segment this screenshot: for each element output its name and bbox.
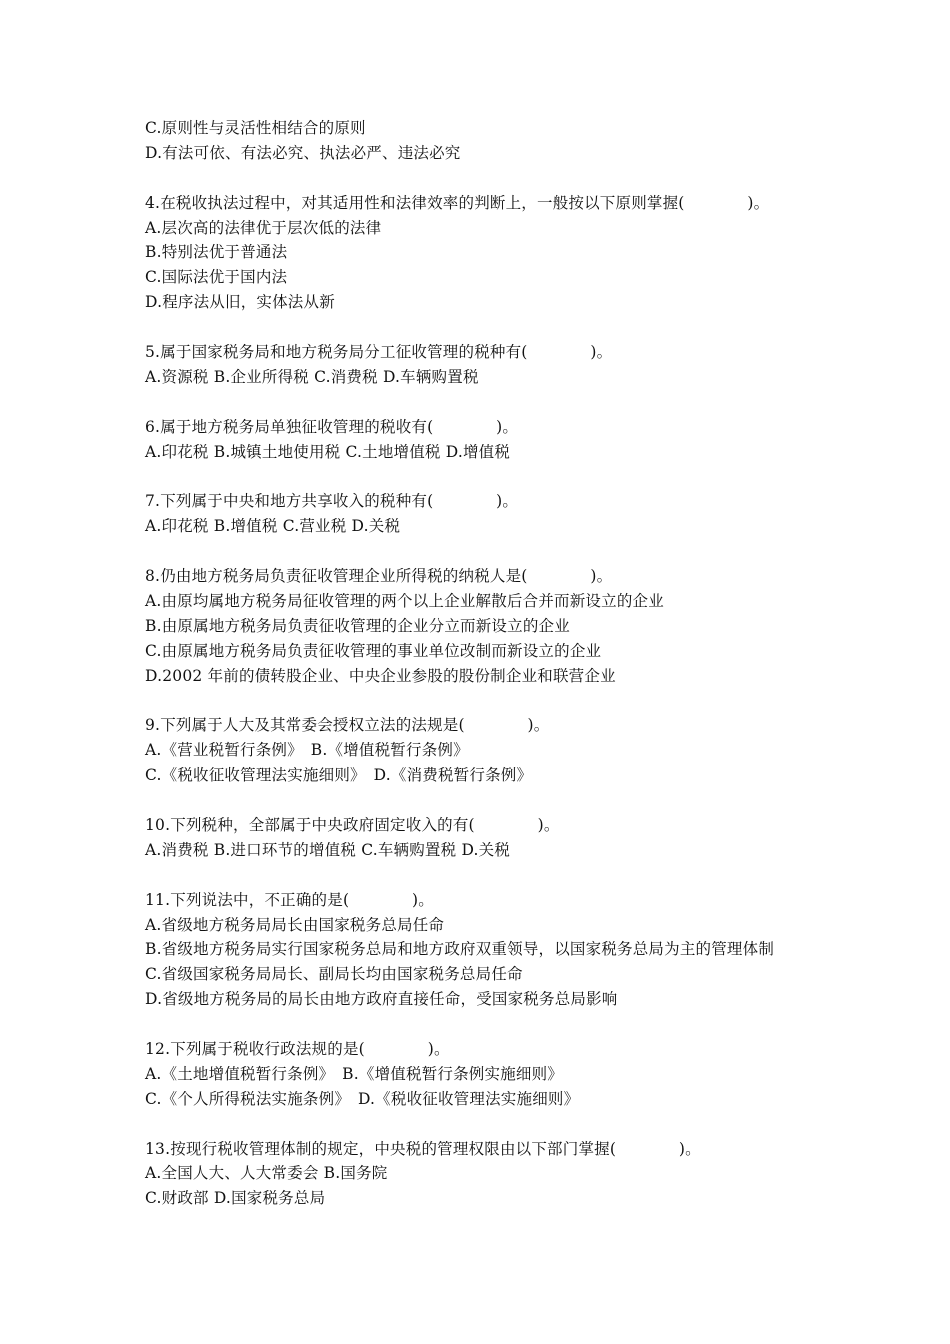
- text-line: C.省级国家税务局局长、副局长均由国家税务总局任命: [145, 965, 523, 984]
- paragraph-gap: [145, 539, 925, 564]
- question-block: [145, 116, 925, 166]
- paragraph-gap: [145, 166, 925, 191]
- question-stem: 5.属于国家税务局和地方税务局分工征收管理的税种有( )。: [145, 343, 613, 362]
- text-line: A.印花税 B.城镇土地使用税 C.土地增值税 D.增值税: [145, 442, 511, 461]
- text-line: A.全国人大、人大常委会 B.国务院: [145, 1164, 388, 1183]
- paragraph-gap: [145, 863, 925, 888]
- question-stem: 4.在税收执法过程中，对其适用性和法律效率的判断上，一般按以下原则掌握( )。: [145, 193, 770, 212]
- text-line: C.国际法优于国内法: [145, 268, 288, 287]
- question-stem: 6.属于地方税务局单独征收管理的税收有( )。: [145, 417, 519, 436]
- question-block: [145, 713, 925, 788]
- question-stem: 12.下列属于税收行政法规的是( )。: [145, 1039, 450, 1058]
- question-block: [145, 1137, 925, 1212]
- text-line: D.省级地方税务局的局长由地方政府直接任命，受国家税务总局影响: [145, 990, 618, 1009]
- text-line: A.《营业税暂行条例》 B.《增值税暂行条例》: [145, 741, 469, 760]
- question-stem: 11.下列说法中，不正确的是( )。: [145, 890, 434, 909]
- text-line: A.《土地增值税暂行条例》 B.《增值税暂行条例实施细则》: [145, 1064, 563, 1083]
- text-line: C.由原属地方税务局负责征收管理的事业单位改制而新设立的企业: [145, 641, 602, 660]
- question-block: [145, 888, 925, 1012]
- text-line: D.程序法从旧，实体法从新: [145, 293, 335, 312]
- paragraph-gap: [145, 1012, 925, 1037]
- question-block: [145, 489, 925, 539]
- question-stem: 9.下列属于人大及其常委会授权立法的法规是( )。: [145, 716, 550, 735]
- question-block: [145, 1037, 925, 1112]
- text-line: A.消费税 B.进口环节的增值税 C.车辆购置税 D.关税: [145, 840, 511, 859]
- question-stem: 8.仍由地方税务局负责征收管理企业所得税的纳税人是( )。: [145, 567, 613, 586]
- question-block: [145, 340, 925, 390]
- question-stem: 10.下列税种，全部属于中央政府固定收入的有( )。: [145, 815, 560, 834]
- question-block: [145, 415, 925, 465]
- text-line: C.原则性与灵活性相结合的原则: [145, 119, 366, 137]
- question-block: [145, 191, 925, 315]
- text-line: D.2002 年前的债转股企业、中央企业参股的股份制企业和联营企业: [145, 666, 616, 685]
- text-line: B.省级地方税务局实行国家税务总局和地方政府双重领导，以国家税务总局为主的管理体制: [145, 940, 775, 959]
- question-list: [145, 116, 925, 1211]
- text-line: D.有法可依、有法必究、执法必严、违法必究: [145, 143, 461, 162]
- text-line: C.财政部 D.国家税务总局: [145, 1189, 326, 1208]
- text-line: A.省级地方税务局局长由国家税务总局任命: [145, 915, 445, 934]
- text-line: C.《个人所得税法实施条例》 D.《税收征收管理法实施细则》: [145, 1089, 580, 1108]
- question-stem: 13.按现行税收管理体制的规定，中央税的管理权限由以下部门掌握( )。: [145, 1139, 701, 1158]
- paragraph-gap: [145, 788, 925, 813]
- question-block: [145, 813, 925, 863]
- text-line: A.层次高的法律优于层次低的法律: [145, 218, 382, 237]
- document-page: [145, 116, 925, 1211]
- question-block: [145, 564, 925, 688]
- text-line: A.由原均属地方税务局征收管理的两个以上企业解散后合并而新设立的企业: [145, 591, 664, 610]
- paragraph-gap: [145, 1112, 925, 1137]
- paragraph-gap: [145, 390, 925, 415]
- text-line: B.特别法优于普通法: [145, 243, 288, 262]
- paragraph-gap: [145, 688, 925, 713]
- text-line: C.《税收征收管理法实施细则》 D.《消费税暂行条例》: [145, 766, 533, 785]
- paragraph-gap: [145, 464, 925, 489]
- paragraph-gap: [145, 315, 925, 340]
- question-stem: 7.下列属于中央和地方共享收入的税种有( )。: [145, 492, 519, 511]
- text-line: A.印花税 B.增值税 C.营业税 D.关税: [145, 517, 401, 536]
- text-line: B.由原属地方税务局负责征收管理的企业分立而新设立的企业: [145, 616, 570, 635]
- text-line: A.资源税 B.企业所得税 C.消费税 D.车辆购置税: [145, 367, 479, 386]
